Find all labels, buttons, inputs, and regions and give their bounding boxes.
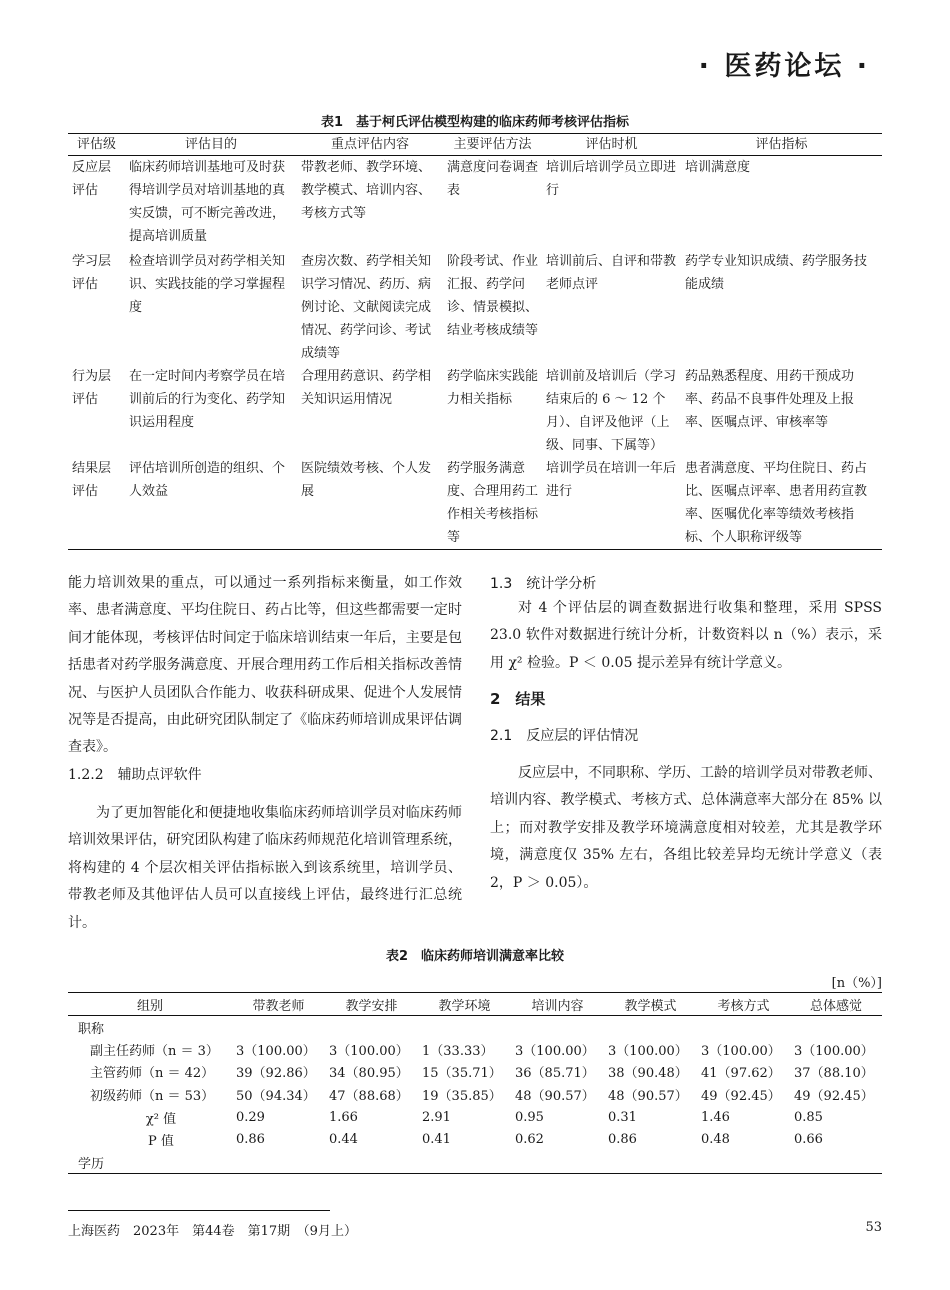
table-cell: 37（88.10） bbox=[794, 1066, 874, 1082]
table-cell: 3（100.00） bbox=[236, 1043, 316, 1059]
table-group-label: 学历 bbox=[78, 1156, 105, 1172]
table2-header-row bbox=[68, 993, 882, 1016]
table-row bbox=[68, 250, 882, 365]
table-cell: 1.66 bbox=[329, 1109, 358, 1125]
section-heading-1-3: 1.3 统计学分析 bbox=[490, 576, 597, 592]
table-cell: 0.85 bbox=[794, 1109, 823, 1125]
table-row bbox=[68, 365, 882, 457]
table-cell: 医院绩效考核、个人发展 bbox=[301, 460, 432, 499]
table-cell: 评估培训所创造的组织、个人效益 bbox=[129, 460, 286, 499]
table-cell: 培训满意度 bbox=[685, 160, 751, 175]
table-cell: 0.86 bbox=[236, 1132, 265, 1148]
table-cell: 培训后培训学员立即进行 bbox=[546, 160, 677, 198]
table-cell: 1.46 bbox=[701, 1109, 730, 1125]
table1-caption: 表1 基于柯氏评估模型构建的临床药师考核评估指标 bbox=[320, 115, 630, 130]
table-cell: 合理用药意识、药学相关知识运用情况 bbox=[301, 368, 432, 407]
table-cell: 0.31 bbox=[608, 1109, 637, 1125]
table1-col-header: 评估指标 bbox=[681, 134, 882, 156]
table-cell: 36（85.71） bbox=[515, 1066, 595, 1082]
table-row bbox=[68, 1038, 882, 1061]
table-cell: 初级药师（n ＝ 53） bbox=[90, 1089, 215, 1105]
table2-col-header: 带教老师 bbox=[232, 993, 325, 1016]
table-cell: 0.86 bbox=[608, 1132, 637, 1148]
table-cell: 行为层评估 bbox=[72, 368, 112, 407]
table-cell: 0.66 bbox=[794, 1132, 823, 1148]
table-cell: 48（90.57） bbox=[608, 1089, 688, 1105]
table-cell: 药学专业知识成绩、药学服务技能成绩 bbox=[685, 253, 868, 292]
paragraph: 为了更加智能化和便捷地收集临床药师培训学员对临床药师培训效果评估，研究团队构建了临床药师规范化培训管理系统，将构建的 4 个层次相关评估指标嵌入到该系统里，培训学员、带教老师及其他评估人员可以直接线上评估，最终进行汇总统计。 bbox=[68, 805, 462, 931]
table-cell: 19（35.85） bbox=[422, 1089, 502, 1105]
table-cell: 3（100.00） bbox=[701, 1043, 781, 1059]
table2-col-header: 总体感觉 bbox=[790, 993, 882, 1016]
table1-header-row bbox=[68, 134, 882, 156]
table-cell: 49（92.45） bbox=[701, 1089, 781, 1105]
table-cell: 患者满意度、平均住院日、药占比、医嘱点评率、患者用药宣教率、医嘱优化率等绩效考核指标、个人职称评级等 bbox=[685, 460, 868, 545]
table-cell: 0.95 bbox=[515, 1109, 544, 1125]
table-cell: 3（100.00） bbox=[515, 1043, 595, 1059]
table-cell: 48（90.57） bbox=[515, 1089, 595, 1105]
column-tag: · 医药论坛 · bbox=[698, 51, 870, 82]
table-cell: 药品熟悉程度、用药干预成功率、药品不良事件处理及上报率、医嘱点评、审核率等 bbox=[685, 368, 855, 430]
table-cell: 1（33.33） bbox=[422, 1043, 494, 1059]
table-cell: 49（92.45） bbox=[794, 1089, 874, 1105]
left-column-para1 bbox=[68, 570, 462, 762]
table-cell: 副主任药师（n ＝ 3） bbox=[90, 1043, 219, 1059]
table-cell: 学习层评估 bbox=[72, 253, 112, 292]
table-cell: 3（100.00） bbox=[329, 1043, 409, 1059]
section-heading-2-1: 2.1 反应层的评估情况 bbox=[490, 728, 639, 744]
table-cell: P 值 bbox=[148, 1134, 174, 1150]
table1-col-header: 主要评估方法 bbox=[443, 134, 542, 156]
table-cell: 47（88.68） bbox=[329, 1089, 409, 1105]
table-cell: 15（35.71） bbox=[422, 1066, 502, 1082]
table2-col-header: 组别 bbox=[68, 993, 232, 1016]
table-group-label: 职称 bbox=[78, 1021, 105, 1037]
section-heading-2: 2 结果 bbox=[490, 690, 546, 708]
table-cell: 检查培训学员对药学相关知识、实践技能的学习掌握程度 bbox=[129, 253, 286, 315]
table-cell: χ² 值 bbox=[145, 1111, 177, 1127]
table-cell: 3（100.00） bbox=[794, 1043, 874, 1059]
table-cell: 药学服务满意度、合理用药工作相关考核指标等 bbox=[447, 460, 539, 545]
table-row bbox=[68, 1083, 882, 1106]
table-cell: 39（92.86） bbox=[236, 1066, 316, 1082]
table-cell: 反应层评估 bbox=[72, 160, 112, 198]
paragraph: 对 4 个评估层的调查数据进行收集和整理，采用 SPSS 23.0 软件对数据进行统计分析，计数资料以 n（%）表示，采用 χ² 检验。P ＜ 0.05 提示差异有统计学意义。 bbox=[490, 600, 882, 671]
left-column-para2 bbox=[68, 800, 462, 937]
table-cell: 3（100.00） bbox=[608, 1043, 688, 1059]
table-cell: 0.41 bbox=[422, 1132, 451, 1148]
table-cell: 0.44 bbox=[329, 1132, 358, 1148]
table-cell: 带教老师、教学环境、教学模式、培训内容、考核方式等 bbox=[301, 160, 432, 221]
table1-col-header: 评估时机 bbox=[542, 134, 681, 156]
table1-col-header: 重点评估内容 bbox=[297, 134, 443, 156]
table-cell: 0.29 bbox=[236, 1109, 265, 1125]
table-row bbox=[68, 457, 882, 550]
right-column-para3 bbox=[490, 595, 882, 677]
table-cell: 在一定时间内考察学员在培训前后的行为变化、药学知识运用程度 bbox=[129, 368, 286, 430]
table2-col-header: 培训内容 bbox=[511, 993, 604, 1016]
table-cell: 药学临床实践能力相关指标 bbox=[447, 368, 539, 407]
table2-caption: 表2 临床药师培训满意率比较 bbox=[385, 949, 565, 964]
section-heading-1-2-2: 1.2.2 辅助点评软件 bbox=[68, 767, 202, 783]
table1-col-header: 评估目的 bbox=[125, 134, 297, 156]
page-number: 53 bbox=[865, 1220, 882, 1235]
table-cell: 0.48 bbox=[701, 1132, 730, 1148]
table2-col-header: 教学模式 bbox=[604, 993, 697, 1016]
table-cell: 临床药师培训基地可及时获得培训学员对培训基地的真实反馈，可不断完善改进，提高培训质量 bbox=[129, 160, 286, 244]
table-cell: 查房次数、药学相关知识学习情况、药历、病例讨论、文献阅读完成情况、药学问诊、考试成绩等 bbox=[301, 253, 432, 361]
table-row bbox=[68, 156, 882, 250]
table-cell: 34（80.95） bbox=[329, 1066, 409, 1082]
journal-info: 上海医药 2023年 第44卷 第17期 （9月上） bbox=[68, 1224, 357, 1239]
paragraph: 反应层中，不同职称、学历、工龄的培训学员对带教老师、培训内容、教学模式、考核方式、总体满意率大部分在 85% 以上；而对教学安排及教学环境满意度相对较差，尤其是教学环境，满意度仅 35% 左右，各组比较差异均无统计学意义（表 2，P ＞ 0.05）。 bbox=[490, 765, 882, 891]
table-stat-row bbox=[68, 1128, 882, 1151]
table2-col-header: 教学环境 bbox=[418, 993, 511, 1016]
table2-unit: [n（%）] bbox=[831, 976, 882, 991]
table-group-row bbox=[68, 1016, 882, 1039]
table1-col-header: 评估级 bbox=[68, 134, 125, 156]
table-stat-row bbox=[68, 1106, 882, 1129]
table-group-row bbox=[68, 1151, 882, 1174]
footer-divider bbox=[68, 1210, 330, 1211]
table-cell: 38（90.48） bbox=[608, 1066, 688, 1082]
table-cell: 2.91 bbox=[422, 1109, 451, 1125]
table-cell: 阶段考试、作业汇报、药学问诊、情景模拟、结业考核成绩等 bbox=[447, 253, 539, 338]
right-column-para4 bbox=[490, 760, 882, 897]
table-cell: 41（97.62） bbox=[701, 1066, 781, 1082]
table-cell: 主管药师（n ＝ 42） bbox=[90, 1066, 215, 1082]
table-cell: 50（94.34） bbox=[236, 1089, 316, 1105]
table-row bbox=[68, 1061, 882, 1084]
table1 bbox=[68, 133, 882, 550]
table-cell: 满意度问卷调查表 bbox=[447, 160, 539, 198]
paragraph: 能力培训效果的重点，可以通过一系列指标来衡量，如工作效率、患者满意度、平均住院日、药占比等，但这些都需要一定时间才能体现，考核评估时间定于临床培训结束一年后，主要是包括患者对药学服务满意度、开展合理用药工作后相关指标改善情况、与医护人员团队合作能力、收获科研成果、促进个人发展情况等是否提高，由此研究团队制定了《临床药师培训成果评估调查表》。 bbox=[68, 575, 462, 756]
table2 bbox=[68, 992, 882, 1174]
table-cell: 0.62 bbox=[515, 1132, 544, 1148]
table-cell: 培训学员在培训一年后进行 bbox=[546, 460, 677, 499]
table2-col-header: 考核方式 bbox=[697, 993, 790, 1016]
table-cell: 结果层评估 bbox=[72, 460, 112, 499]
table-cell: 培训前后、自评和带教老师点评 bbox=[546, 253, 677, 292]
table2-col-header: 教学安排 bbox=[325, 993, 418, 1016]
table-cell: 培训前及培训后（学习结束后的 6 ～ 12 个月）、自评及他评（上级、同事、下属等） bbox=[546, 368, 677, 453]
